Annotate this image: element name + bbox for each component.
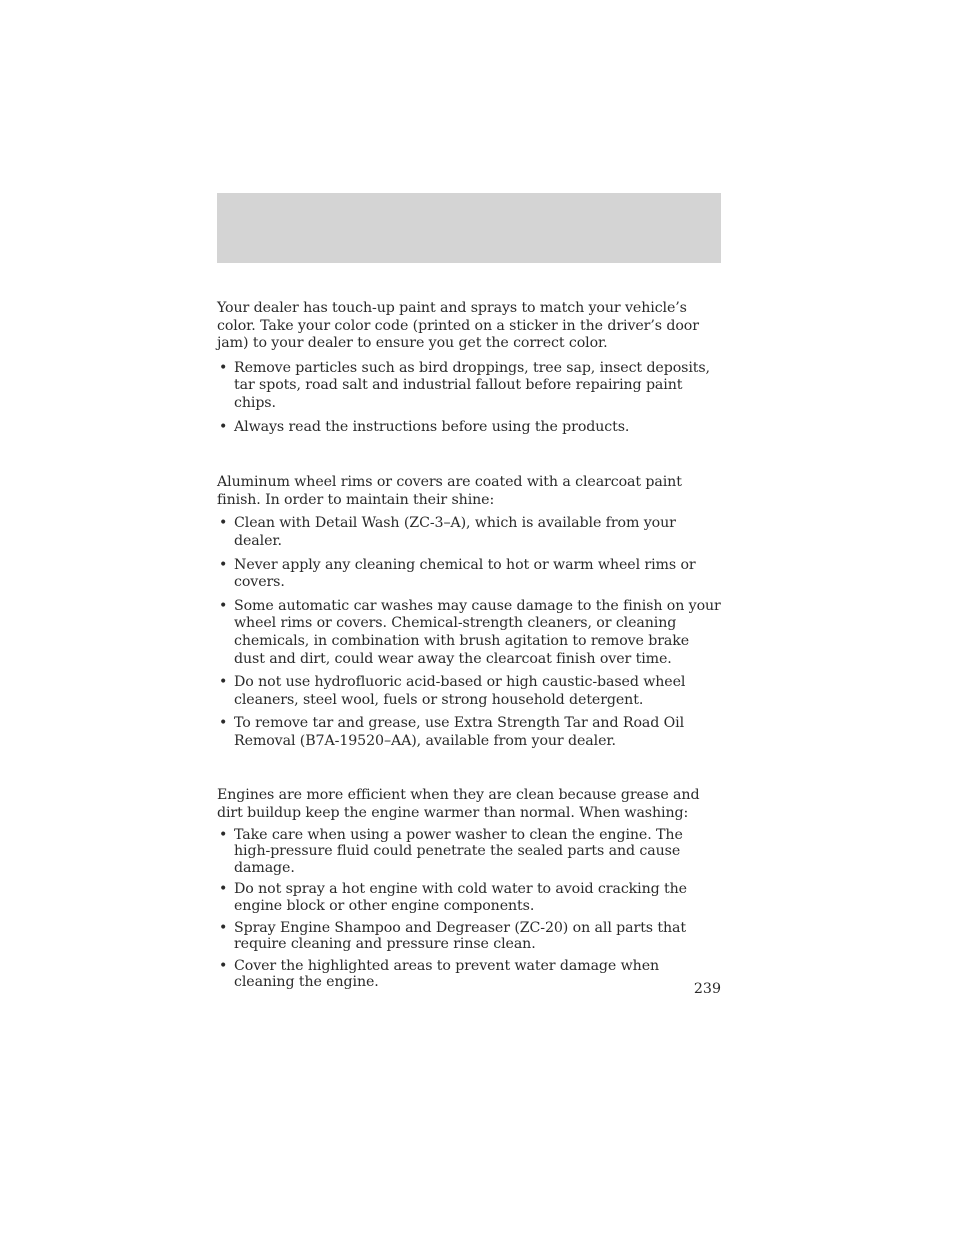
list-item: • Clean with Detail Wash (ZC-3–A), which is available from your dealer. (217, 515, 721, 550)
wheels-intro-paragraph: Aluminum wheel rims or covers are coated with a clearcoat paint finish. In order to maintain their shine: (217, 474, 682, 508)
list-item: • Remove particles such as bird droppings, tree sap, insect deposits, tar spots, road salt and industrial fallout before repairing paint chips. (217, 360, 721, 413)
paint-intro-paragraph: Your dealer has touch-up paint and sprays to match your vehicle’s color. Take your color code (printed on a sticker in the driver’s door jam) to your dealer to ensure you get the correct color. (217, 300, 699, 352)
page-number: 239 (693, 981, 721, 997)
engine-intro-paragraph: Engines are more efficient when they are clean because grease and dirt buildup keep the engine warmer than normal. When washing: (217, 787, 700, 822)
section-header-bar (217, 193, 721, 263)
list-item: • Always read the instructions before using the products. (217, 419, 721, 437)
list-item: • To remove tar and grease, use Extra Strength Tar and Road Oil Removal (B7A-19520–AA), available from your dealer. (217, 715, 721, 750)
list-item: • Cover the highlighted areas to prevent water damage when cleaning the engine. (217, 958, 721, 991)
list-item: • Do not use hydrofluoric acid-based or high caustic-based wheel cleaners, steel wool, fuels or strong household detergent. (217, 674, 721, 709)
engine-bullet-list (217, 827, 721, 991)
list-item: • Spray Engine Shampoo and Degreaser (ZC-20) on all parts that require cleaning and pressure rinse clean. (217, 920, 721, 953)
page-content (217, 300, 721, 991)
paint-bullet-list (217, 360, 721, 436)
list-item: • Never apply any cleaning chemical to hot or warm wheel rims or covers. (217, 557, 721, 592)
list-item: • Take care when using a power washer to clean the engine. The high-pressure fluid could penetrate the sealed parts and cause damage. (217, 827, 721, 877)
list-item: • Some automatic car washes may cause damage to the finish on your wheel rims or covers. Chemical-strength cleaners, or cleaning chemicals, in combination with brush agitation to remove brake dust and dirt, could wear away the clearcoat finish over time. (217, 598, 721, 668)
list-item: • Do not spray a hot engine with cold water to avoid cracking the engine block or other engine components. (217, 881, 721, 914)
wheels-bullet-list (217, 515, 721, 750)
